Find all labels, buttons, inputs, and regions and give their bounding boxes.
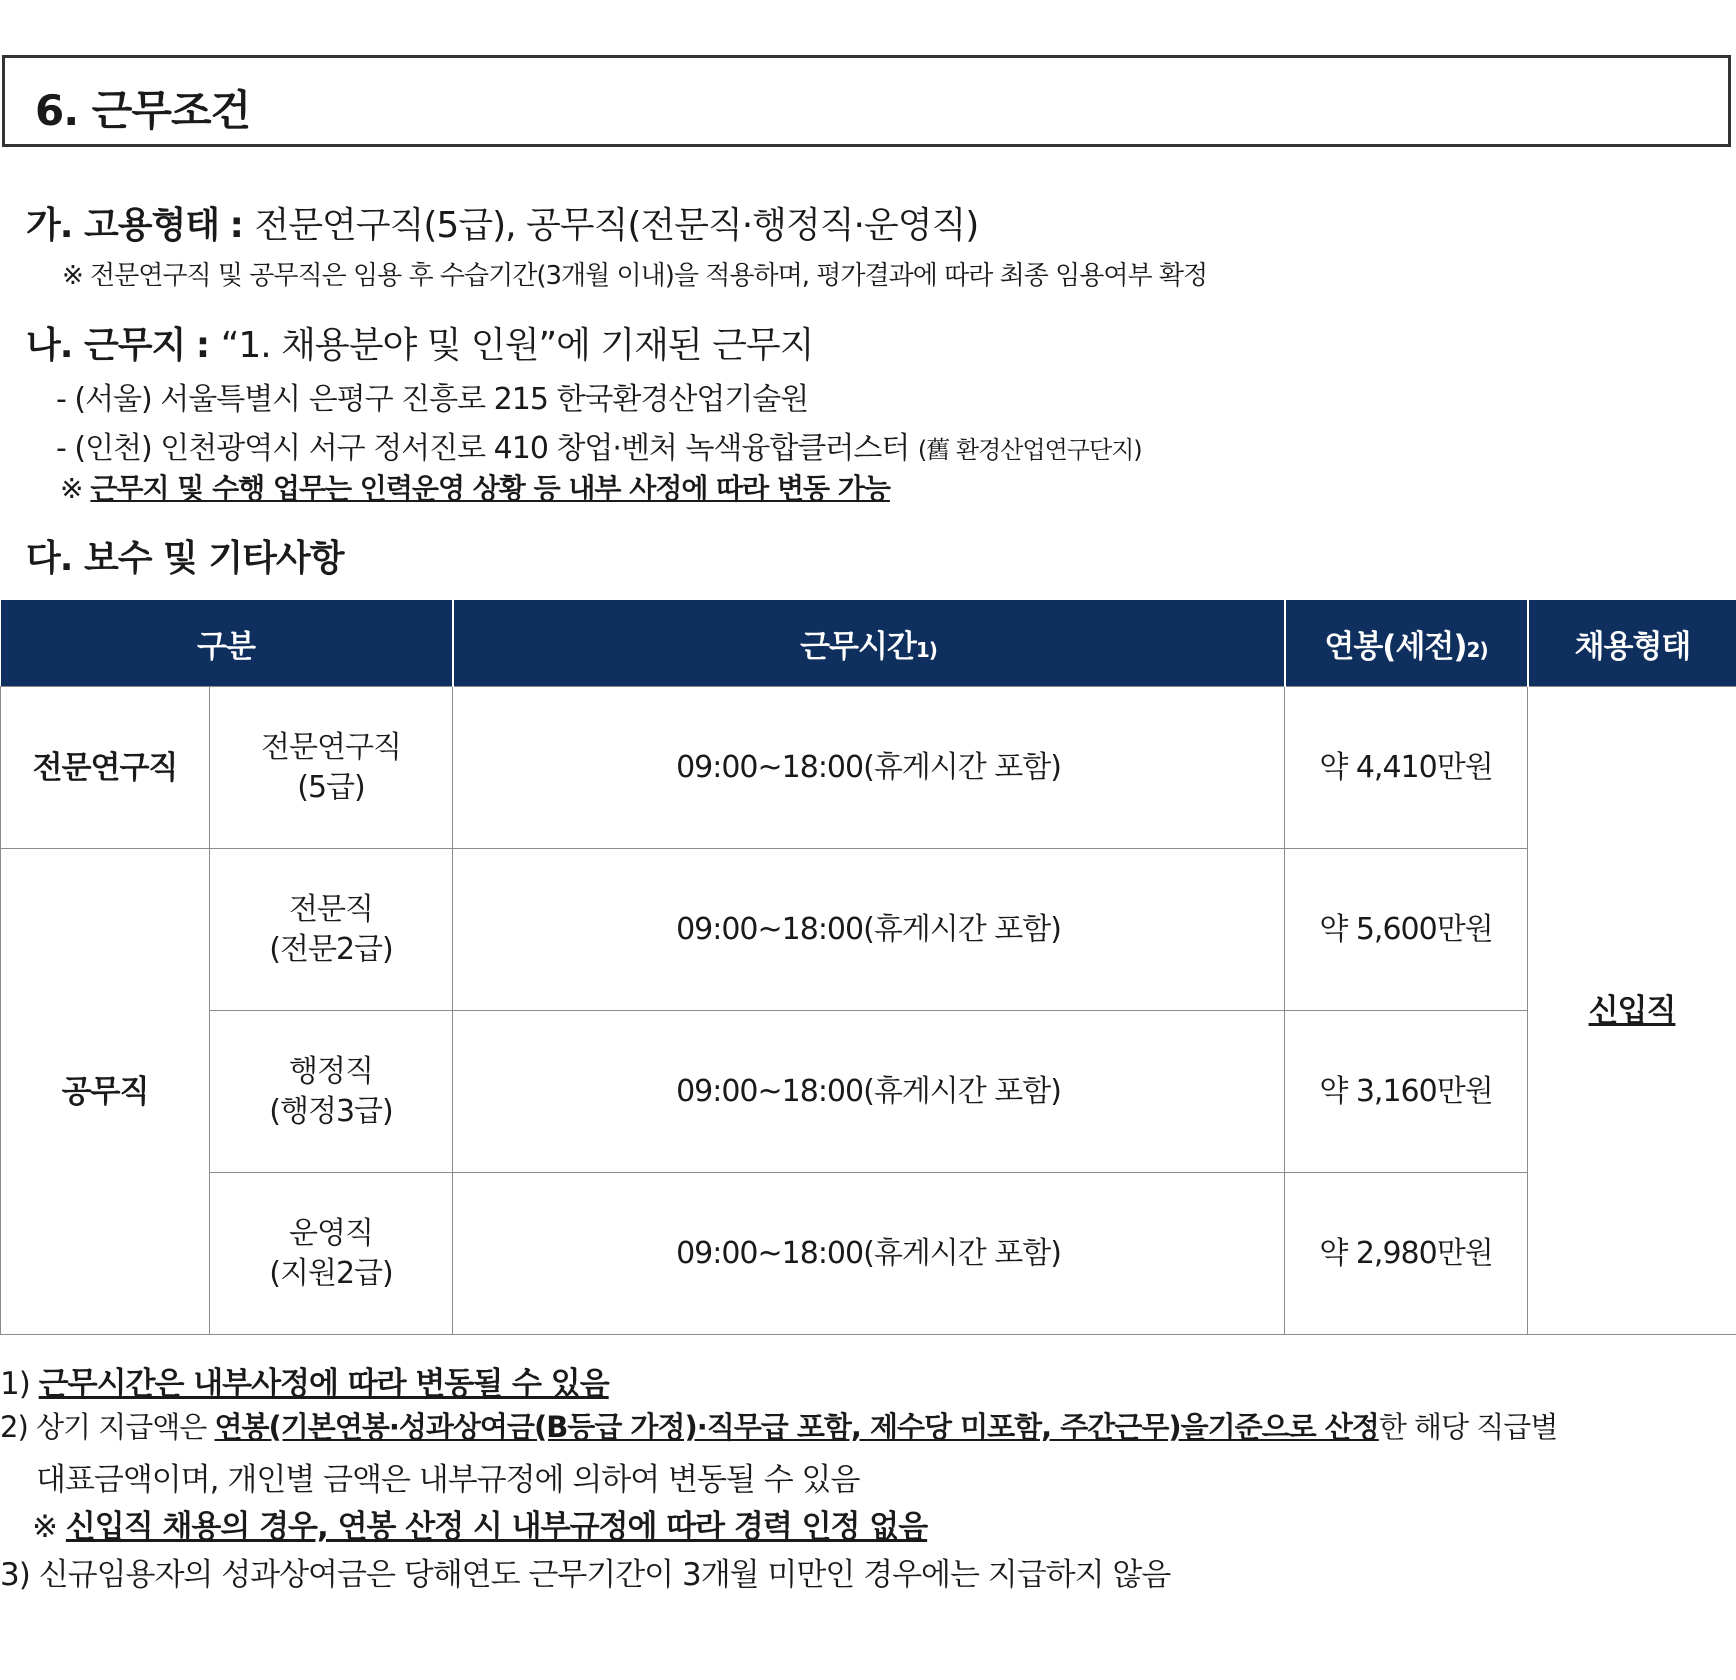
hours-cell: 09:00~18:00(휴게시간 포함) — [453, 1011, 1285, 1173]
footnote-1: 1) 근무시간은 내부사정에 따라 변동될 수 있음 — [0, 1366, 609, 1402]
workplace-note-line — [60, 467, 890, 507]
hours-cell: 09:00~18:00(휴게시간 포함) — [453, 849, 1285, 1011]
hire-type-cell: 신입직 — [1528, 687, 1736, 1335]
salary-cell: 약 4,410만원 — [1285, 687, 1528, 849]
group-public: 공무직 — [1, 849, 210, 1335]
footnote-3: 3) 신규임용자의 성과상여금은 당해연도 근무기간이 3개월 미만인 경우에는 지급하지 않음 — [0, 1557, 1171, 1593]
footnote-2-line2: 대표금액이며, 개인별 금액은 내부규정에 의하여 변동될 수 있음 — [36, 1462, 860, 1498]
section-title: 6. 근무조건 — [35, 86, 251, 135]
table-header-row — [1, 600, 1736, 687]
role-cell: 행정직 (행정3급) — [210, 1011, 453, 1173]
workplace-label: 나. 근무지 — [26, 325, 186, 366]
workplace-incheon: - (인천) 인천광역시 서구 정서진로 410 창업·벤처 녹색융합클러스터 — [56, 431, 910, 466]
workplace-line: 나. 근무지 : “1. 채용분야 및 인원”에 기재된 근무지 — [26, 325, 814, 366]
hours-cell: 09:00~18:00(휴게시간 포함) — [453, 1173, 1285, 1335]
table-row — [1, 1011, 1736, 1173]
role-cell: 전문연구직 (5급) — [210, 687, 453, 849]
role-cell: 운영직 (지원2급) — [210, 1173, 453, 1335]
salary-cell: 약 5,600만원 — [1285, 849, 1528, 1011]
employment-note: ※ 전문연구직 및 공무직은 임용 후 수습기간(3개월 이내)을 적용하며, 평가결과에 따라 최종 임용여부 확정 — [62, 261, 1208, 291]
header-type: 채용형태 — [1528, 600, 1736, 687]
workplace-seoul: - (서울) 서울특별시 은평구 진흥로 215 한국환경산업기술원 — [56, 382, 809, 417]
employment-value: 전문연구직(5급), 공무직(전문직·행정직·운영직) — [254, 205, 979, 246]
salary-cell: 약 2,980만원 — [1285, 1173, 1528, 1335]
role-cell: 전문직 (전문2급) — [210, 849, 453, 1011]
pay-label: 다. 보수 및 기타사항 — [26, 538, 344, 579]
table-row — [1, 849, 1736, 1011]
header-category: 구분 — [1, 600, 453, 687]
header-salary: 연봉(세전)2) — [1285, 600, 1528, 687]
group-research: 전문연구직 — [1, 687, 210, 849]
workplace-incheon-line — [56, 423, 1142, 467]
table-row — [1, 687, 1736, 849]
pay-line — [26, 530, 343, 581]
workplace-incheon-old: (舊 환경산업연구단지) — [917, 436, 1142, 464]
footnote-2-note: ※ 신입직 채용의 경우, 연봉 산정 시 내부규정에 따라 경력 인정 없음 — [32, 1509, 928, 1545]
workplace-note-mark: ※ — [60, 472, 83, 505]
table-row — [1, 1173, 1736, 1335]
workplace-note: 근무지 및 수행 업무는 인력운영 상황 등 내부 사정에 따라 변동 가능 — [90, 472, 890, 505]
section-title-box — [2, 55, 1731, 147]
workplace-value: “1. 채용분야 및 인원”에 기재된 근무지 — [220, 325, 814, 366]
header-hours: 근무시간1) — [453, 600, 1285, 687]
employment-label: 가. 고용형태 — [26, 205, 220, 246]
conditions-table — [0, 600, 1736, 1335]
employment-line: 가. 고용형태 : 전문연구직(5급), 공무직(전문직·행정직·운영직) — [26, 205, 979, 246]
footnote-2: 2) 상기 지급액은 연봉(기본연봉·성과상여금(B등급 가정)·직무급 포함, 제수당 미포함, 주간근무)을기준으로 산정한 해당 직급별 — [0, 1410, 1558, 1444]
salary-cell: 약 3,160만원 — [1285, 1011, 1528, 1173]
hours-cell: 09:00~18:00(휴게시간 포함) — [453, 687, 1285, 849]
